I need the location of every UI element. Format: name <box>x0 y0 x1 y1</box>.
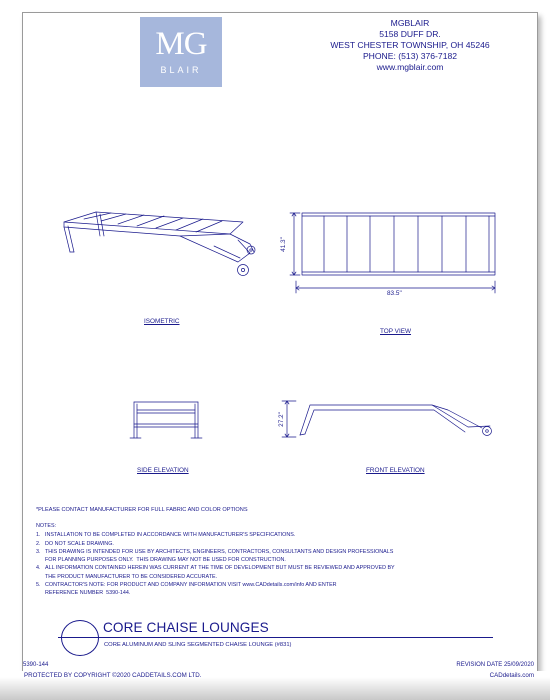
title-block-circle <box>61 620 99 656</box>
note-text: FOR PLANNING PURPOSES ONLY. THIS DRAWING MAY NOT BE USED FOR CONSTRUCTION. <box>45 557 286 564</box>
note-number: 3. <box>36 548 41 555</box>
note-line <box>36 581 496 589</box>
note-text: THE PRODUCT MANUFACTURER TO BE CONSIDERED ACCURATE. <box>45 573 218 580</box>
top-view-label: TOP VIEW <box>380 328 412 335</box>
note-line <box>36 540 496 548</box>
company-website[interactable]: www.mgblair.com <box>376 62 444 72</box>
revision-date: REVISION DATE 25/09/2020 <box>456 662 534 668</box>
note-line <box>36 589 496 597</box>
top-view-drawing <box>290 213 495 293</box>
note-number: 2. <box>36 540 41 547</box>
side-elevation-label: SIDE ELEVATION <box>137 467 189 474</box>
fabric-contact-note: *PLEASE CONTACT MANUFACTURER FOR FULL FABRIC AND COLOR OPTIONS <box>36 507 248 513</box>
note-number <box>36 573 45 581</box>
company-city: WEST CHESTER TOWNSHIP, OH 45246 <box>330 40 490 50</box>
company-name: MGBLAIR <box>390 18 430 28</box>
note-text: THIS DRAWING IS INTENDED FOR USE BY ARCHITECTS, ENGINEERS, CONTRACTORS, CONSULTANTS AND DESIGN PROFESSIONALS <box>45 548 394 555</box>
logo-sub-text: BLAIR <box>160 65 202 75</box>
front-elevation-height-dimension: 27.2" <box>277 412 285 427</box>
note-text: INSTALLATION TO BE COMPLETED IN ACCORDANCE WITH MANUFACTURER'S SPECIFICATIONS. <box>45 532 296 539</box>
company-street: 5158 DUFF DR. <box>379 29 441 39</box>
note-line <box>36 531 496 539</box>
logo-main-text: MG <box>155 26 207 62</box>
notes-title: NOTES: <box>36 523 57 529</box>
note-line <box>36 548 496 556</box>
note-text: REFERENCE NUMBER 5390-144. <box>45 590 131 597</box>
note-line <box>36 556 496 564</box>
caddetails-link[interactable]: CADdetails.com <box>489 672 534 679</box>
front-elevation-drawing <box>282 401 492 437</box>
side-elevation-drawing <box>130 402 202 438</box>
company-phone: PHONE: (513) 376-7182 <box>362 51 458 61</box>
copyright-text: PROTECTED BY COPYRIGHT ©2020 CADDETAILS.COM LTD. <box>24 672 202 679</box>
note-number: 5. <box>36 582 41 589</box>
product-title: CORE CHAISE LOUNGES <box>103 620 269 635</box>
note-line <box>36 564 496 572</box>
reference-number: 5390-144 <box>23 662 49 668</box>
top-view-length-dimension: 83.5" <box>387 290 402 297</box>
title-block-rule <box>58 637 493 638</box>
isometric-label: ISOMETRIC <box>144 318 180 325</box>
front-elevation-label: FRONT ELEVATION <box>366 467 425 474</box>
note-number <box>36 589 45 597</box>
product-subtitle: CORE ALUMINUM AND SLING SEGMENTED CHAISE LOUNGE (#831) <box>104 642 292 648</box>
top-view-width-dimension: 41.3" <box>279 237 287 252</box>
note-number: 4. <box>36 565 41 572</box>
note-text: DO NOT SCALE DRAWING. <box>45 540 114 547</box>
note-number: 1. <box>36 532 41 539</box>
note-number <box>36 556 45 564</box>
note-text: ALL INFORMATION CONTAINED HEREIN WAS CURRENT AT THE TIME OF DEVELOPMENT BUT MUST BE REVIEWED AND APPROVED BY <box>45 565 395 572</box>
note-line <box>36 573 496 581</box>
notes-section <box>36 522 496 598</box>
isometric-view-drawing <box>64 212 255 276</box>
note-text: CONTRACTOR'S NOTE: FOR PRODUCT AND COMPANY INFORMATION VISIT www.CADdetails.com/info AND ENTER <box>45 582 337 589</box>
